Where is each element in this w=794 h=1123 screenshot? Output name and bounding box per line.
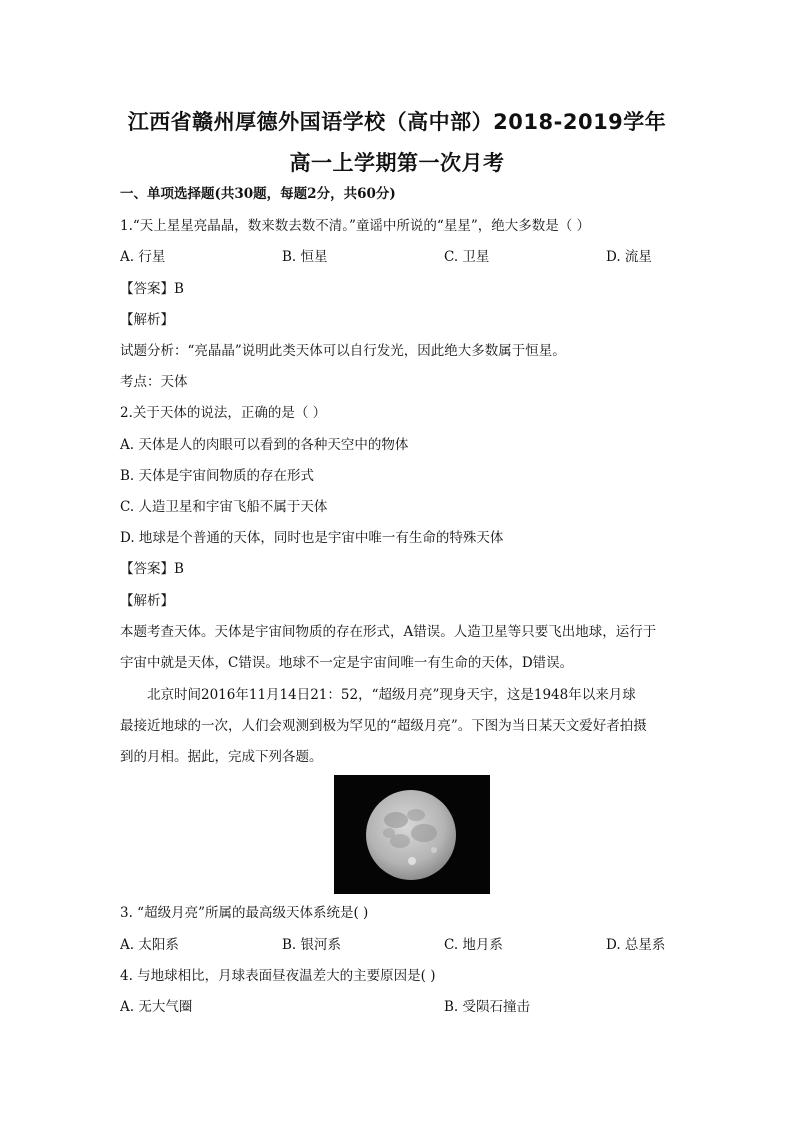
question-1-option-c: C. 卫星 — [444, 249, 490, 265]
moon-image — [334, 775, 490, 894]
question-1-option-d: D. 流星 — [606, 249, 652, 265]
document-title-line2: 高一上学期第一次月考 — [289, 151, 505, 175]
question-1-option-b: B. 恒星 — [282, 249, 328, 265]
question-1-point: 考点：天体 — [120, 374, 188, 390]
passage-line1: 北京时间2016年11月14日21：52，“超级月亮”现身天宇，这是1948年以来月球 — [147, 687, 636, 703]
question-1-stem: 1.“天上星星亮晶晶，数来数去数不清。”童谣中所说的“星星”，绝大多数是（ ） — [120, 218, 591, 234]
passage-line3: 到的月相。据此，完成下列各题。 — [120, 749, 323, 765]
question-2-option-a: A. 天体是人的肉眼可以看到的各种天空中的物体 — [120, 437, 409, 453]
question-3-option-d: D. 总星系 — [606, 937, 666, 953]
question-3-option-b: B. 银河系 — [282, 937, 342, 953]
question-2-answer: 【答案】B — [120, 561, 184, 577]
question-2-option-d: D. 地球是个普通的天体，同时也是宇宙中唯一有生命的特殊天体 — [120, 530, 504, 546]
document-title-line1: 江西省赣州厚德外国语学校（高中部）2018-2019学年 — [127, 110, 667, 134]
question-4-stem: 4. 与地球相比，月球表面昼夜温差大的主要原因是( ) — [120, 968, 436, 984]
question-2-option-c: C. 人造卫星和宇宙飞船不属于天体 — [120, 499, 328, 515]
passage-line2: 最接近地球的一次，人们会观测到极为罕见的“超级月亮”。下图为当日某天文爱好者拍摄 — [120, 718, 647, 734]
section-heading: 一、单项选择题(共30题，每题2分，共60分) — [120, 186, 396, 202]
question-2-stem: 2.关于天体的说法，正确的是（ ） — [120, 405, 327, 421]
question-3-stem: 3. “超级月亮”所属的最高级天体系统是( ) — [120, 905, 369, 921]
question-2-analysis-label: 【解析】 — [120, 593, 174, 609]
question-2-option-b: B. 天体是宇宙间物质的存在形式 — [120, 468, 315, 484]
question-2-analysis-line2: 宇宙中就是天体，C错误。地球不一定是宇宙间唯一有生命的天体，D错误。 — [120, 655, 574, 671]
question-1-answer: 【答案】B — [120, 281, 184, 297]
question-1-option-a: A. 行星 — [120, 249, 166, 265]
question-3-option-a: A. 太阳系 — [120, 937, 179, 953]
question-1-analysis-label: 【解析】 — [120, 312, 174, 328]
question-3-option-c: C. 地月系 — [444, 937, 503, 953]
question-4-option-a: A. 无大气圈 — [120, 999, 193, 1015]
question-1-analysis: 试题分析：“亮晶晶”说明此类天体可以自行发光，因此绝大多数属于恒星。 — [120, 343, 566, 359]
question-4-option-b: B. 受陨石撞击 — [444, 999, 531, 1015]
question-2-analysis-line1: 本题考查天体。天体是宇宙间物质的存在形式，A错误。人造卫星等只要飞出地球，运行于 — [120, 624, 657, 640]
full-moon-photo — [334, 775, 490, 894]
